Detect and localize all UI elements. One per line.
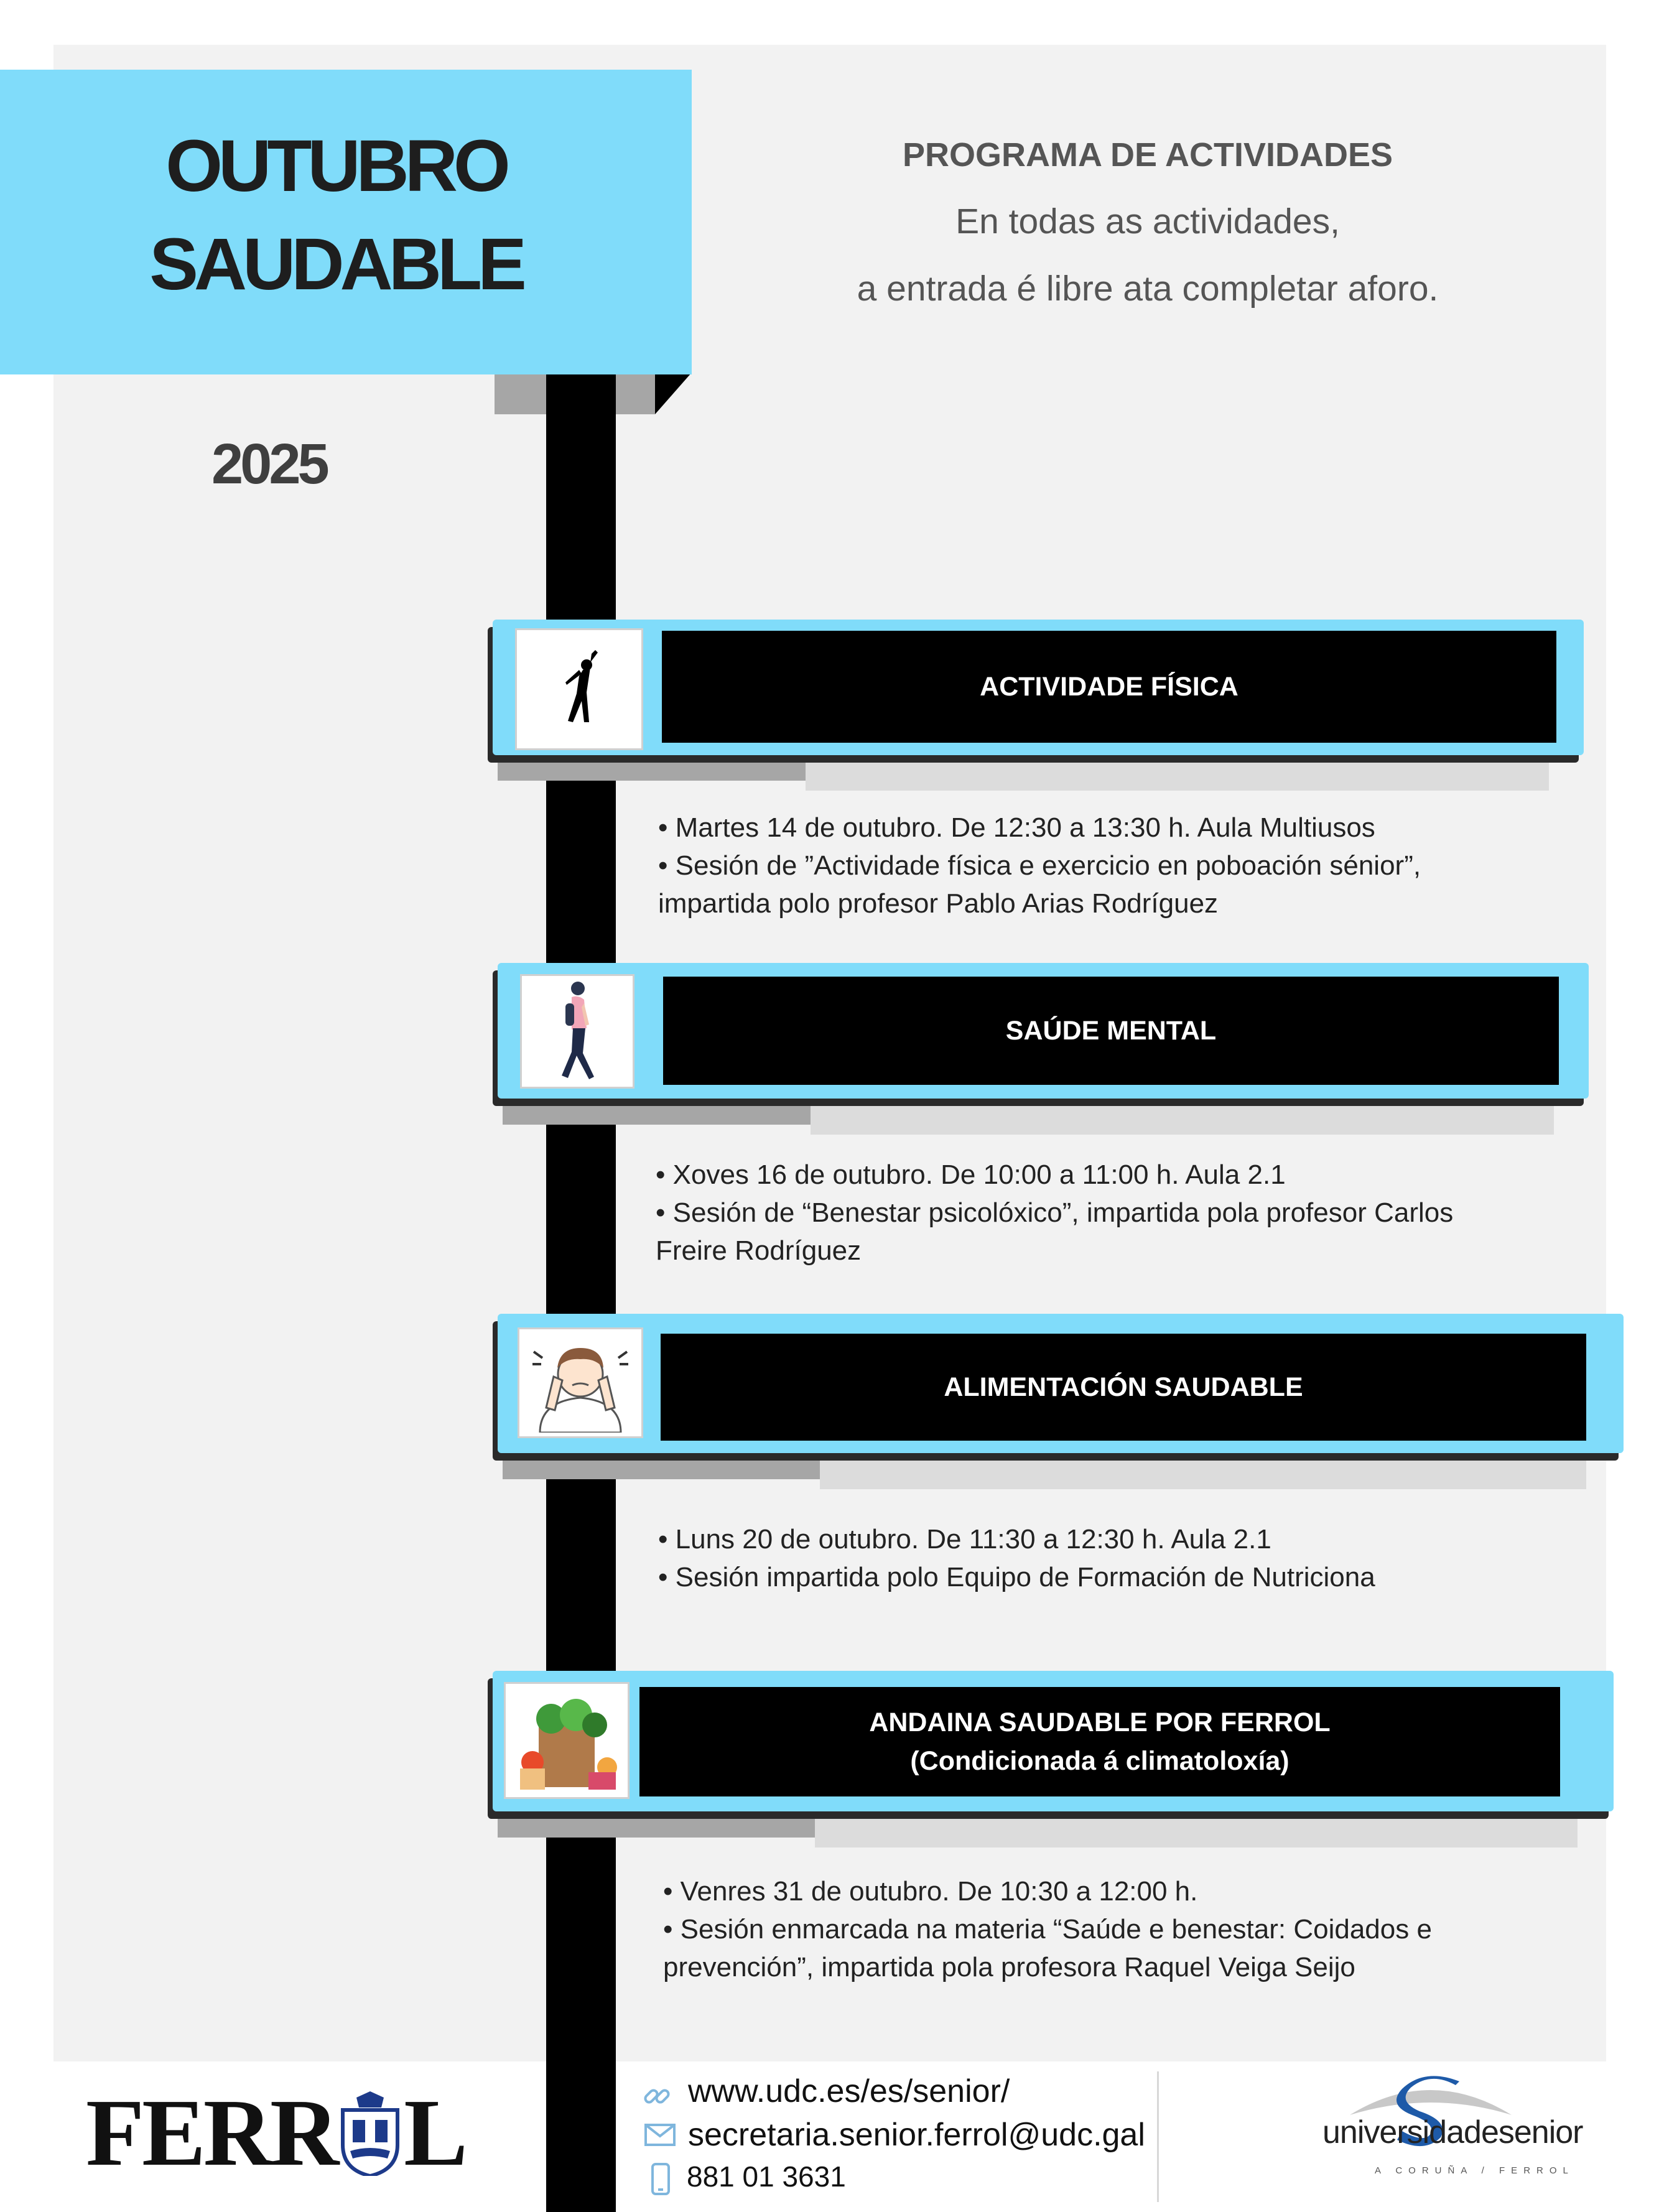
activity-title-text: ALIMENTACIÓN SAUDABLE [944, 1372, 1303, 1402]
program-note-2: a entrada é libre ata completar aforo. [857, 269, 1439, 309]
activity-details: • Martes 14 de outubro. De 12:30 a 13:30 h. Aula Multiusos • Sesión de ”Actividade física e exercicio en poboación sénior”, impartida polo profesor Pablo Arias Rodríguez [658, 812, 1421, 919]
activity-title [639, 1687, 1560, 1796]
stretching-person-icon [515, 628, 643, 750]
phone-icon [651, 2162, 671, 2196]
ferrol-logo: FERR L [86, 2080, 465, 2186]
card-shadow [498, 756, 809, 781]
title-line-2: SAUDABLE [149, 223, 523, 305]
activity-details: • Xoves 16 de outubro. De 10:00 a 11:00 h. Aula 2.1 • Sesión de “Benestar psicolóxico”, impartida pola profesor Carlos Freire Rodríguez [656, 1159, 1454, 1266]
activity-title-text: ACTIVIDADE FÍSICA [980, 671, 1238, 702]
ferrol-crest-icon [338, 2091, 402, 2176]
card-shadow [815, 1813, 1578, 1847]
title-box [0, 70, 692, 374]
activity-title [662, 631, 1556, 743]
card-shadow [820, 1454, 1586, 1489]
mail-icon [644, 2124, 676, 2146]
stressed-person-icon [518, 1327, 643, 1438]
activity-title [661, 1334, 1586, 1441]
title-line-1: OUTUBRO [165, 125, 506, 207]
activity-subtitle-text: (Condicionada á climatoloxía) [910, 1746, 1290, 1776]
activity-title-text: SAÚDE MENTAL [1005, 1015, 1217, 1046]
activity-title-text: ANDAINA SAUDABLE POR FERROL [869, 1707, 1331, 1737]
activity-card [493, 1671, 1614, 1811]
card-shadow [811, 1100, 1554, 1135]
activity-card [493, 620, 1584, 755]
website-link[interactable]: www.udc.es/es/senior/ [688, 2073, 1010, 2109]
universidade-senior-logo-text: universidadesenior [1322, 2114, 1583, 2150]
card-shadow [503, 1100, 814, 1125]
activity-card [498, 963, 1589, 1099]
activity-title [663, 977, 1559, 1085]
activity-details: • Luns 20 de outubro. De 11:30 a 12:30 h. Aula 2.1 • Sesión impartida polo Equipo de Formación de Nutriciona [658, 1524, 1375, 1592]
year: 2025 [211, 432, 327, 496]
activity-details: • Venres 31 de outubro. De 10:30 a 12:00 h. • Sesión enmarcada na materia “Saúde e benestar: Coidados e prevención”, impartida pola profesora Raquel Veiga Seijo [663, 1876, 1432, 1982]
walking-woman-icon [520, 974, 634, 1089]
activity-card [498, 1314, 1624, 1453]
email-link[interactable]: secretaria.senior.ferrol@udc.gal [688, 2117, 1145, 2153]
card-shadow [503, 1454, 820, 1479]
card-shadow [498, 1813, 816, 1838]
phone-number: 881 01 3631 [687, 2160, 846, 2193]
footer-divider [1157, 2071, 1159, 2202]
program-note-1: En todas as actividades, [955, 202, 1340, 241]
program-title: PROGRAMA DE ACTIVIDADES [902, 136, 1393, 174]
link-icon [641, 2080, 673, 2112]
card-shadow [806, 756, 1549, 791]
universidade-senior-logo-sub: A CORUÑA / FERROL [1375, 2165, 1574, 2176]
groceries-bag-icon [504, 1682, 630, 1799]
